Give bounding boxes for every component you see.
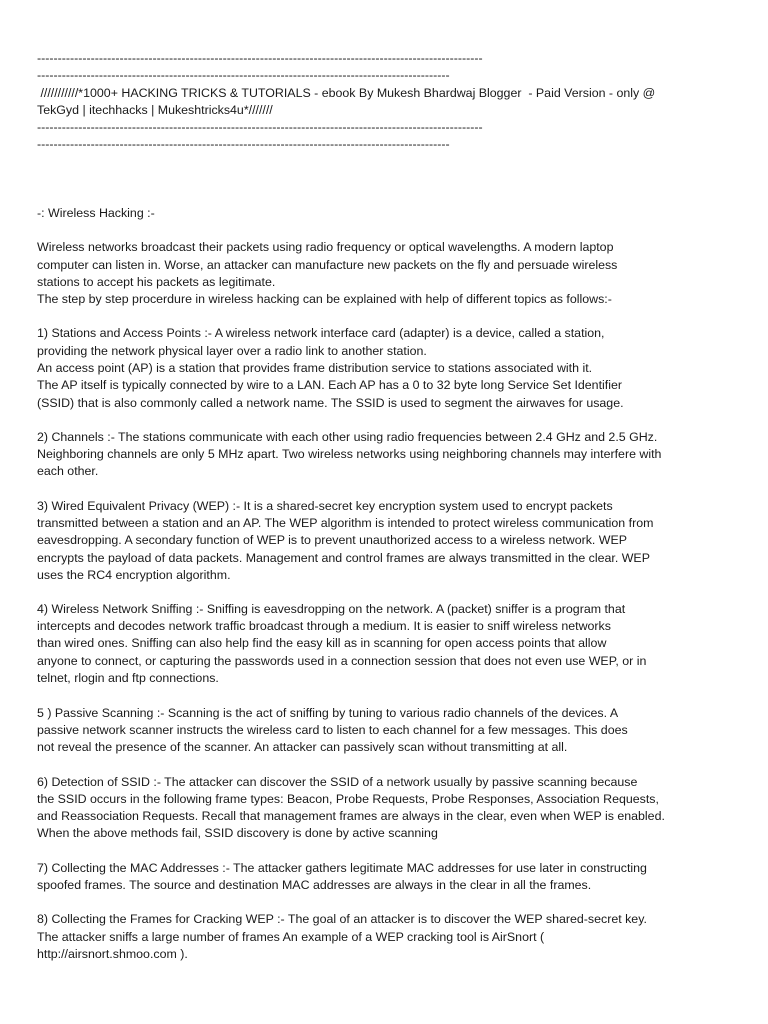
paragraph-line: and Reassociation Requests. Recall that management frames are always in the clear, even when WEP is enabled. — [37, 809, 665, 823]
paragraph-line: The attacker sniffs a large number of frames An example of a WEP cracking tool is AirSnort ( — [37, 930, 545, 944]
paragraph-line: (SSID) that is also commonly called a network name. The SSID is used to segment the airwaves for usage. — [37, 396, 624, 410]
paragraph-line: each other. — [37, 464, 99, 478]
paragraph-line: passive network scanner instructs the wireless card to listen to each channel for a few messages. This does — [37, 723, 628, 737]
header-rule: ------------------------------------------------------------------------------------------------------------ — [37, 120, 483, 134]
header-rule: ---------------------------------------------------------------------------------------------------- — [37, 68, 450, 82]
header-rule: ------------------------------------------------------------------------------------------------------------ — [37, 51, 483, 65]
section-heading: -: Wireless Hacking :- — [37, 206, 155, 220]
paragraph-line: anyone to connect, or capturing the passwords used in a connection session that does not even use WEP, or in — [37, 654, 647, 668]
paragraph-line: uses the RC4 encryption algorithm. — [37, 568, 231, 582]
paragraph-line: 3) Wired Equivalent Privacy (WEP) :- It is a shared-secret key encryption system used to encrypt packets — [37, 499, 613, 513]
paragraph-line: providing the network physical layer over a radio link to another station. — [37, 344, 427, 358]
paragraph-line: spoofed frames. The source and destination MAC addresses are always in the clear in all the frames. — [37, 878, 592, 892]
paragraph-line: encrypts the payload of data packets. Management and control frames are always transmitted in the clear. WEP — [37, 551, 650, 565]
paragraph-line: 2) Channels :- The stations communicate with each other using radio frequencies between 2.4 GHz and 2.5 GHz. — [37, 430, 658, 444]
paragraph-line: The step by step procerdure in wireless hacking can be explained with help of different topics as follows:- — [37, 292, 612, 306]
header-title: ///////////*1000+ HACKING TRICKS & TUTORIALS - ebook By Mukesh Bhardwaj Blogger - Paid Version - only @ — [37, 86, 656, 100]
paragraph-line: computer can listen in. Worse, an attacker can manufacture new packets on the fly and persuade wireless — [37, 258, 618, 272]
paragraph-line: stations to accept his packets as legitimate. — [37, 275, 276, 289]
paragraph-line: Neighboring channels are only 5 MHz apart. Two wireless networks using neighboring channels may interfere with — [37, 447, 662, 461]
paragraph-line: 1) Stations and Access Points :- A wireless network interface card (adapter) is a device, called a station, — [37, 326, 605, 340]
paragraph-line: An access point (AP) is a station that provides frame distribution service to stations associated with it. — [37, 361, 593, 375]
paragraph-line: 7) Collecting the MAC Addresses :- The attacker gathers legitimate MAC addresses for use later in constructing — [37, 861, 647, 875]
paragraph-line: 4) Wireless Network Sniffing :- Sniffing is eavesdropping on the network. A (packet) sniffer is a program that — [37, 602, 626, 616]
paragraph-line: eavesdropping. A secondary function of WEP is to prevent unauthorized access to a wireless network. WEP — [37, 533, 628, 547]
paragraph-line: than wired ones. Sniffing can also help find the easy kill as in scanning for open access points that allow — [37, 636, 607, 650]
paragraph-line: The AP itself is typically connected by wire to a LAN. Each AP has a 0 to 32 byte long Service Set Identifier — [37, 378, 622, 392]
paragraph-line: 6) Detection of SSID :- The attacker can discover the SSID of a network usually by passive scanning because — [37, 775, 638, 789]
paragraph-line: Wireless networks broadcast their packets using radio frequency or optical wavelengths. A modern laptop — [37, 240, 614, 254]
paragraph-line: transmitted between a station and an AP. The WEP algorithm is intended to protect wireless communication from — [37, 516, 654, 530]
paragraph-line: http://airsnort.shmoo.com ). — [37, 947, 188, 961]
paragraph-line: not reveal the presence of the scanner. An attacker can passively scan without transmitting at all. — [37, 740, 568, 754]
header-title: TekGyd | itechhacks | Mukeshtricks4u*/////// — [37, 103, 273, 117]
paragraph-line: telnet, rlogin and ftp connections. — [37, 671, 219, 685]
header-rule: ---------------------------------------------------------------------------------------------------- — [37, 137, 450, 151]
paragraph-line: intercepts and decodes network traffic broadcast through a medium. It is easier to sniff wireless networks — [37, 619, 611, 633]
paragraph-line: When the above methods fail, SSID discovery is done by active scanning — [37, 826, 438, 840]
paragraph-line: 5 ) Passive Scanning :- Scanning is the act of sniffing by tuning to various radio channels of the devices. A — [37, 706, 619, 720]
paragraph-line: the SSID occurs in the following frame types: Beacon, Probe Requests, Probe Responses, Association Requests, — [37, 792, 659, 806]
paragraph-line: 8) Collecting the Frames for Cracking WEP :- The goal of an attacker is to discover the WEP shared-secret key. — [37, 912, 647, 926]
